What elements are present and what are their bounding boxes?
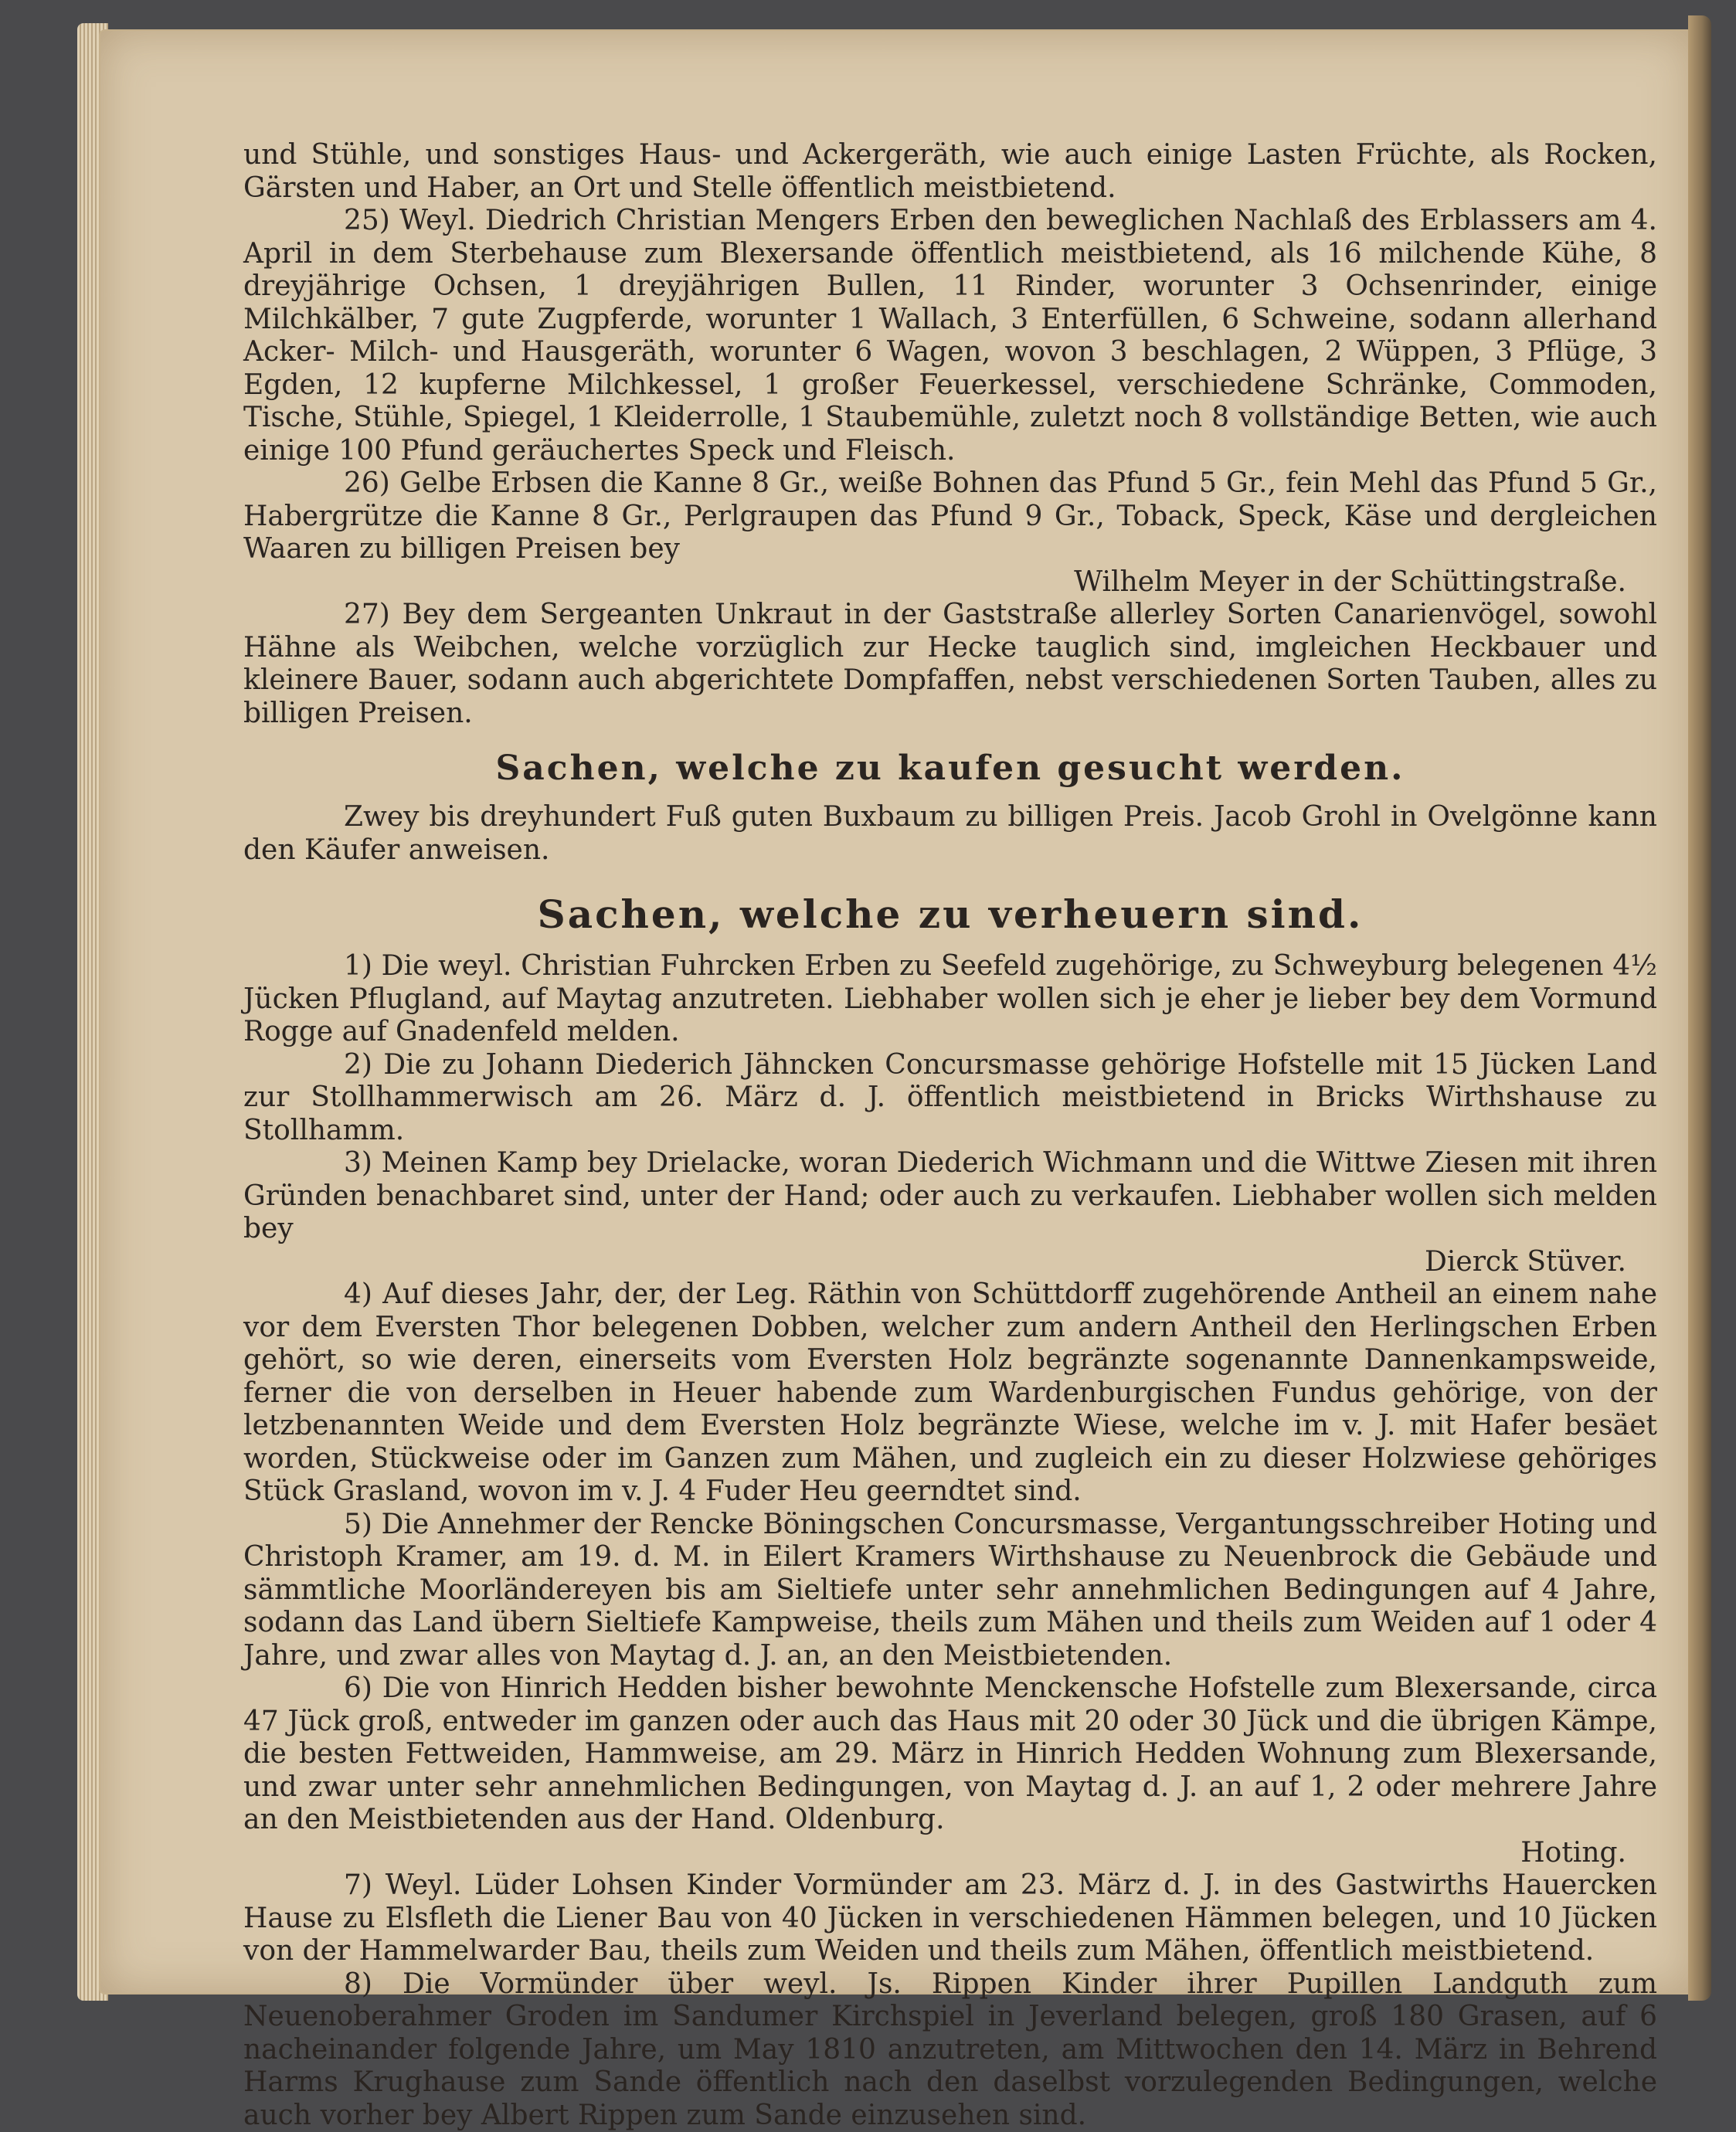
rent-item-5: 5) Die Annehmer der Rencke Böningschen Concursmasse, Vergantungsschreiber Hoting und Christoph Kramer, am 19. d. M. in Eilert Kramers Wirthshause zu Neuenbrock die Gebäude und sämmtliche Moorländereyen bis am Sieltiefe unter sehr annehmlichen Bedingungen auf 4 Jahre, sodann das Land übern Sieltiefe Kampweise, theils zum Mähen und theils zum Weiden auf 1 oder 4 Jahre, und zwar alles von Maytag d. J. an, an den Meistbietenden.	[243, 1509, 1657, 1673]
rent-item-6: 6) Die von Hinrich Hedden bisher bewohnte Menckensche Hofstelle zum Blexersande, circa 47 Jück groß, entweder im ganzen oder auch das Haus mit 20 oder 30 Jück und die übrigen Kämpe, die besten Fettweiden, Hammweise, am 29. März in Hinrich Hedden Wohnung zum Blexersande, und zwar unter sehr annehmlichen Bedingungen, von Maytag d. J. an auf 1, 2 oder mehrere Jahre an den Meistbietenden aus der Hand. Oldenburg.	[243, 1672, 1657, 1837]
rent-item-7: 7) Weyl. Lüder Lohsen Kinder Vormünder am 23. März d. J. in des Gastwirths Hauercken Hause zu Elsfleth die Liener Bau von 40 Jücken in verschiedenen Hämmen belegen, und 10 Jücken von der Hammelwarder Bau, theils zum Weiden und theils zum Mähen, öffentlich meistbietend.	[243, 1869, 1657, 1968]
binding-edge	[1688, 15, 1711, 2001]
rent-item-4: 4) Auf dieses Jahr, der, der Leg. Räthin von Schüttdorff zugehörende Antheil an einem nahe vor dem Eversten Thor belegenen Dobben, welcher zum andern Antheil den Herlingschen Erben gehört, so wie deren, einerseits vom Eversten Holz begränzte sogenannte Dannenkampsweide, ferner die von derselben in Heuer habende zum Wardenburgischen Fundus gehörige, von der letzbenannten Weide und dem Eversten Holz begränzte Wiese, welche im v. J. mit Hafer besäet worden, Stückweise oder im Ganzen zum Mähen, und zugleich ein zu dieser Holzwiese gehöriges Stück Grasland, wovon im v. J. 4 Fuder Heu geerndtet sind.	[243, 1278, 1657, 1509]
signature-3: Dierck Stüver.	[243, 1246, 1657, 1279]
paragraph-buy: Zwey bis dreyhundert Fuß guten Buxbaum zu billigen Preis. Jacob Grohl in Ovelgönne kann den Käufer anweisen.	[243, 801, 1657, 867]
section-heading-buy: Sachen, welche zu kaufen gesucht werden.	[243, 749, 1657, 789]
signature-6: Hoting.	[243, 1837, 1657, 1870]
document-body	[243, 139, 1657, 2132]
paragraph-26: 26) Gelbe Erbsen die Kanne 8 Gr., weiße Bohnen das Pfund 5 Gr., fein Mehl das Pfund 5 Gr., Habergrütze die Kanne 8 Gr., Perlgraupen das Pfund 9 Gr., Toback, Speck, Käse und dergleichen Waaren zu billigen Preisen bey	[243, 467, 1657, 566]
section-heading-rent: Sachen, welche zu verheuern sind.	[243, 895, 1657, 935]
paragraph-continuation: und Stühle, und sonstiges Haus- und Ackergeräth, wie auch einige Lasten Früchte, als Rocken, Gärsten und Haber, an Ort und Stelle öffentlich meistbietend.	[243, 139, 1657, 205]
signature-26: Wilhelm Meyer in der Schüttingstraße.	[243, 566, 1657, 599]
rent-item-3: 3) Meinen Kamp bey Drielacke, woran Diederich Wichmann und die Wittwe Ziesen mit ihren Gründen benachbaret sind, unter der Hand; oder auch zu verkaufen. Liebhaber wollen sich melden bey	[243, 1147, 1657, 1246]
rent-item-2: 2) Die zu Johann Diederich Jähncken Concursmasse gehörige Hofstelle mit 15 Jücken Land zur Stollhammerwisch am 26. März d. J. öffentlich meistbietend in Bricks Wirthshause zu Stollhamm.	[243, 1049, 1657, 1148]
rent-item-1: 1) Die weyl. Christian Fuhrcken Erben zu Seefeld zugehörige, zu Schweyburg belegenen 4½ Jücken Pflugland, auf Maytag anzutreten. Liebhaber wollen sich je eher je lieber bey dem Vormund Rogge auf Gnadenfeld melden.	[243, 950, 1657, 1049]
paragraph-25: 25) Weyl. Diedrich Christian Mengers Erben den beweglichen Nachlaß des Erblassers am 4. April in dem Sterbehause zum Blexersande öffentlich meistbietend, als 16 milchende Kühe, 8 dreyjährige Ochsen, 1 dreyjährigen Bullen, 11 Rinder, worunter 3 Ochsenrinder, einige Milchkälber, 7 gute Zugpferde, worunter 1 Wallach, 3 Enterfüllen, 6 Schweine, sodann allerhand Acker- Milch- und Hausgeräth, worunter 6 Wagen, wovon 3 beschlagen, 2 Wüppen, 3 Pflüge, 3 Egden, 12 kupferne Milchkessel, 1 großer Feuerkessel, verschiedene Schränke, Commoden, Tische, Stühle, Spiegel, 1 Kleiderrolle, 1 Staubemühle, zuletzt noch 8 vollständige Betten, wie auch einige 100 Pfund geräuchertes Speck und Fleisch.	[243, 205, 1657, 467]
rent-item-8: 8) Die Vormünder über weyl. Js. Rippen Kinder ihrer Pupillen Landguth zum Neuenoberahmer Groden im Sandumer Kirchspiel in Jeverland belegen, groß 180 Grasen, auf 6 nacheinander folgende Jahre, um May 1810 anzutreten, am Mittwochen den 14. März in Behrend Harms Krughause zum Sande öffentlich nach den daselbst vorzulegenden Bedingungen, welche auch vorher bey Albert Rippen zum Sande einzusehen sind.	[243, 1968, 1657, 2132]
paragraph-27: 27) Bey dem Sergeanten Unkraut in der Gaststraße allerley Sorten Canarienvögel, sowohl Hähne als Weibchen, welche vorzüglich zur Hecke tauglich sind, imgleichen Heckbauer und kleinere Bauer, sodann auch abgerichtete Dompfaffen, nebst verschiedenen Sorten Tauben, alles zu billigen Preisen.	[243, 599, 1657, 730]
